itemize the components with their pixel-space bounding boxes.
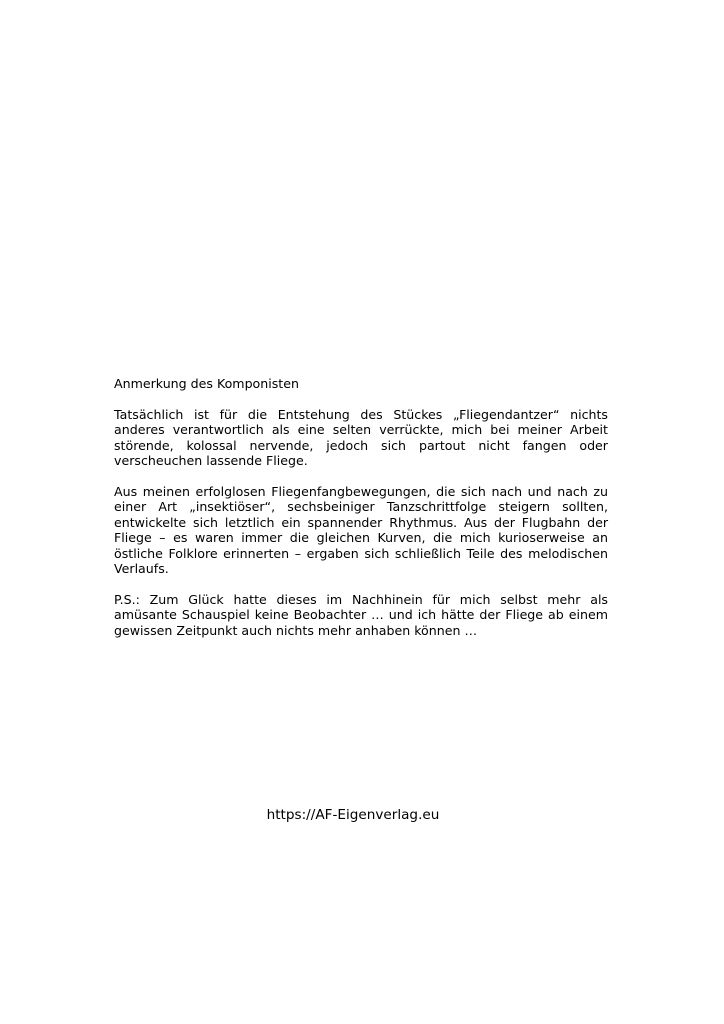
note-paragraph-3: P.S.: Zum Glück hatte dieses im Nachhinein für mich selbst mehr als amüsante Schauspiel keine Beobachter … und ich hätte der Fliege ab einem gewissen Zeitpunkt auch nichts mehr anhaben können … [114,591,608,638]
note-heading: Anmerkung des Komponisten [114,376,299,391]
publisher-link[interactable]: https://AF-Eigenverlag.eu [266,807,440,823]
note-paragraph-2: Aus meinen erfolglosen Fliegenfangbewegungen, die sich nach und nach zu einer Art „insektiöser“, sechsbeiniger Tanzschrittfolge steigern sollten, entwickelte sich letztlich ein spannender Rhythmus. Aus der Flugbahn der Fliege – es waren immer die gleichen Kurven, die mich kurioserweise an östliche Folklore erinnerten – ergaben sich schließlich Teile des melodischen Verlaufs. [114,483,608,576]
composer-note [114,376,608,653]
note-paragraph-1: Tatsächlich ist für die Entstehung des Stückes „Fliegendantzer“ nichts anderes verantwortlich als eine selten verrückte, mich bei meiner Arbeit störende, kolossal nervende, jedoch sich partout nicht fangen oder verscheuchen lassende Fliege. [114,406,608,468]
